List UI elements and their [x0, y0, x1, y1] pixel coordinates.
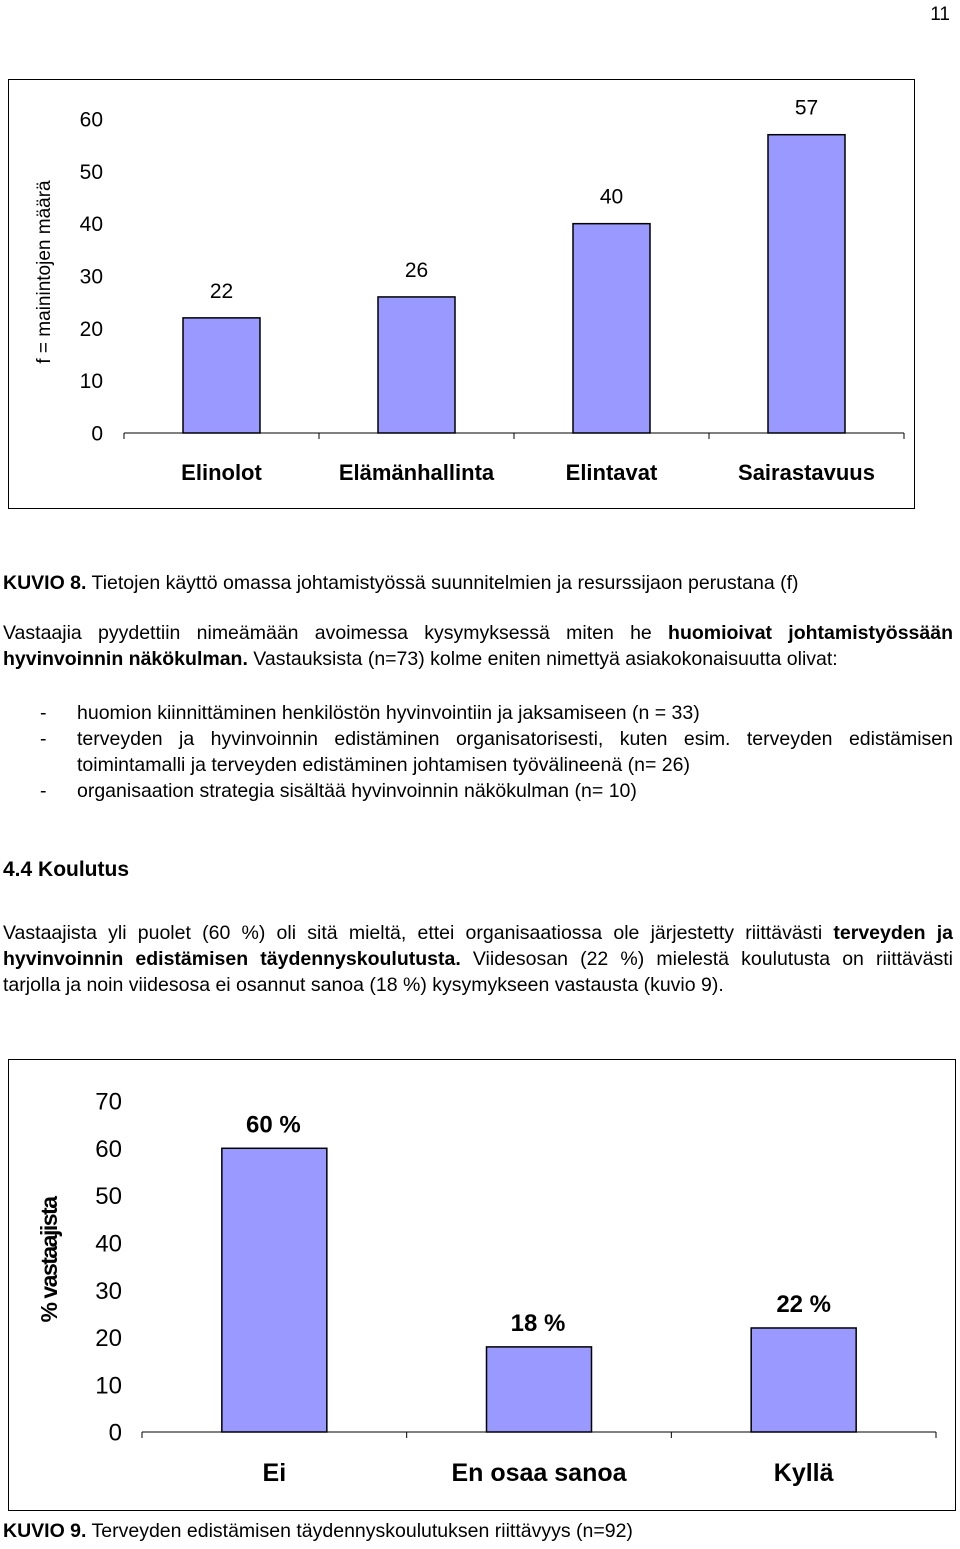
- y-tick-label: 10: [95, 1372, 122, 1400]
- data-label: 22 %: [776, 1290, 832, 1318]
- figure8-chart-svg: [9, 80, 916, 510]
- figure9-caption-label: KUVIO 9.: [3, 1520, 87, 1542]
- y-tick-label: 30: [95, 1277, 122, 1305]
- y-tick-label: 20: [95, 1325, 122, 1353]
- figure8-chart: [8, 79, 915, 509]
- x-category-label: Sairastavuus: [738, 460, 875, 485]
- y-axis-title: % vastaajista: [36, 1197, 62, 1323]
- bar: [573, 224, 650, 433]
- bar: [378, 297, 455, 433]
- bar: [487, 1347, 592, 1432]
- data-label: 26: [404, 258, 429, 282]
- data-label: 60 %: [245, 1111, 301, 1139]
- paragraph-2: [3, 920, 953, 998]
- y-tick-label: 70: [95, 1088, 122, 1116]
- y-tick-label: 20: [79, 317, 103, 341]
- figure8-caption-label: KUVIO 8.: [3, 572, 87, 594]
- y-tick-label: 60: [79, 108, 103, 132]
- y-tick-label: 60: [95, 1135, 122, 1163]
- y-tick-label: 30: [79, 265, 103, 289]
- list-item-text: terveyden ja hyvinvoinnin edistäminen organisatorisesti, kuten esim. terveyden edistämisen toimintamalli ja terveyden edistäminen johtamisen työvälineenä (n= 26): [77, 728, 953, 776]
- list-item: [3, 700, 953, 726]
- data-label: 57: [794, 96, 819, 120]
- x-category-label: Elämänhallinta: [338, 460, 495, 485]
- figure8-caption-text: Tietojen käyttö omassa johtamistyössä suunnitelmien ja resurssijaon perustana (f): [91, 572, 799, 594]
- list-dash: -: [40, 780, 47, 802]
- y-tick-label: 40: [79, 213, 103, 237]
- page-number: 11: [930, 4, 950, 25]
- list-item: [3, 726, 953, 778]
- figure9-caption-text: Terveyden edistämisen täydennyskoulutuksen riittävyys (n=92): [91, 1520, 633, 1542]
- paragraph-2-bold: terveyden ja hyvinvoinnin edistämisen täydennyskoulutusta.: [3, 922, 953, 970]
- figure8-caption: [3, 570, 953, 596]
- paragraph-2-start: Vastaajista yli puolet (60 %) oli sitä mieltä, ettei organisaatiossa ole järjestetty riittävästi: [3, 922, 823, 944]
- list-item-text: organisaation strategia sisältää hyvinvoinnin näkökulman (n= 10): [77, 780, 637, 802]
- list-item: [3, 778, 953, 804]
- y-tick-label: 50: [95, 1183, 122, 1211]
- paragraph-1-end: Vastauksista (n=73) kolme eniten nimettyä asiakokonaisuutta olivat:: [253, 648, 838, 670]
- x-category-label: Kyllä: [773, 1459, 834, 1487]
- paragraph-1: [3, 620, 953, 672]
- y-tick-label: 0: [108, 1419, 122, 1447]
- list-dash: -: [40, 728, 47, 750]
- answer-list: [3, 700, 953, 804]
- figure9-caption: [3, 1518, 953, 1544]
- list-dash: -: [40, 702, 47, 724]
- data-label: 40: [599, 185, 624, 209]
- y-tick-label: 40: [95, 1230, 122, 1258]
- y-tick-label: 10: [79, 370, 103, 394]
- x-category-label: Ei: [262, 1459, 287, 1487]
- bar: [751, 1328, 856, 1432]
- answer-list-wrapper: [3, 700, 953, 804]
- bar: [222, 1148, 327, 1432]
- x-category-label: Elintavat: [565, 460, 658, 485]
- y-tick-label: 0: [91, 422, 103, 446]
- list-item-text: huomion kiinnittäminen henkilöstön hyvinvointiin ja jaksamiseen (n = 33): [77, 702, 700, 724]
- bar: [183, 318, 260, 433]
- data-label: 22: [209, 279, 234, 303]
- x-category-label: En osaa sanoa: [451, 1459, 627, 1487]
- section-heading: 4.4 Koulutus: [3, 858, 130, 881]
- x-category-label: Elinolot: [181, 460, 262, 485]
- paragraph-2-end: Viidesosan (22 %) mielestä koulutusta on riittävästi tarjolla ja noin viidesosa ei osannut sanoa (18 %) kysymykseen vastausta (kuvio 9).: [3, 948, 953, 996]
- bar: [768, 135, 845, 433]
- figure9-chart: [8, 1059, 956, 1511]
- y-tick-label: 50: [79, 160, 103, 184]
- paragraph-1-bold: huomioivat johtamistyössään hyvinvoinnin näkökulman.: [3, 622, 953, 670]
- y-axis-title: f = mainintojen määrä: [34, 180, 55, 364]
- data-label: 18 %: [510, 1309, 566, 1337]
- figure9-chart-svg: [9, 1060, 957, 1512]
- paragraph-1-start: Vastaajia pyydettiin nimeämään avoimessa kysymyksessä miten he: [3, 622, 652, 644]
